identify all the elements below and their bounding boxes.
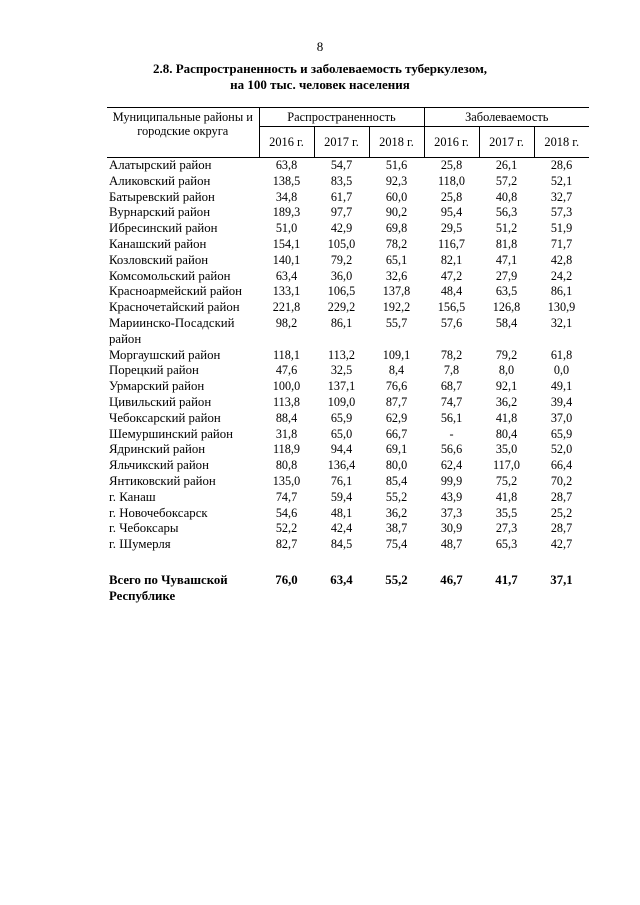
- cell-value: 63,4: [275, 268, 298, 283]
- cell-value: 48,4: [440, 284, 463, 299]
- cell-value: 51,0: [275, 221, 298, 236]
- table-row: [107, 427, 589, 443]
- cell-value: 118,0: [438, 173, 465, 188]
- cell-value: 85,4: [385, 473, 408, 488]
- year-header: 2017 г.: [479, 127, 534, 158]
- cell-value: 66,4: [550, 458, 573, 473]
- cell-value: 74,7: [275, 489, 298, 504]
- cell-value: 109,1: [382, 347, 411, 362]
- cell-value: 113,2: [328, 347, 355, 362]
- cell-value: 90,2: [385, 205, 408, 220]
- title-line-2: на 100 тыс. человек населения: [230, 77, 410, 92]
- cell-value: 65,1: [385, 252, 408, 267]
- cell-value: 117,0: [493, 458, 520, 473]
- cell-value: 26,1: [495, 158, 518, 172]
- cell-value: 97,7: [330, 205, 353, 220]
- cell-value: 42,9: [330, 221, 353, 236]
- tuberculosis-table: [107, 107, 589, 605]
- cell-value: 8,0: [498, 363, 515, 378]
- table-row: [107, 474, 589, 490]
- table-row: [107, 221, 589, 237]
- cell-value: 118,9: [273, 442, 300, 457]
- spacer-row: [107, 553, 589, 573]
- total-value: 41,7: [495, 572, 518, 587]
- group-header-prevalence: Распространенность: [259, 108, 424, 127]
- cell-value: 56,6: [440, 442, 463, 457]
- year-header: 2018 г.: [369, 127, 424, 158]
- cell-value: 47,2: [440, 268, 463, 283]
- cell-value: 51,6: [385, 158, 408, 172]
- row-name: Порецкий район: [109, 363, 199, 378]
- cell-value: 88,4: [275, 410, 298, 425]
- cell-value: 65,3: [495, 537, 518, 552]
- cell-value: 61,7: [330, 189, 353, 204]
- cell-value: 57,6: [440, 315, 463, 330]
- table-row: [107, 158, 589, 174]
- cell-value: 76,1: [330, 473, 353, 488]
- row-name: г. Шумерля: [109, 537, 171, 552]
- cell-value: 32,1: [550, 315, 573, 330]
- row-name: Яльчикский район: [109, 458, 209, 473]
- cell-value: 62,9: [385, 410, 408, 425]
- cell-value: 25,8: [440, 189, 463, 204]
- cell-value: 86,1: [330, 315, 353, 330]
- cell-value: 95,4: [440, 205, 463, 220]
- total-value: 63,4: [330, 572, 353, 587]
- table-row: [107, 521, 589, 537]
- cell-value: 30,9: [440, 521, 463, 536]
- cell-value: 40,8: [495, 189, 518, 204]
- row-name: Цивильский район: [109, 394, 212, 409]
- row-name: Моргаушский район: [109, 347, 221, 362]
- cell-value: 28,6: [550, 158, 573, 172]
- cell-value: 133,1: [272, 284, 301, 299]
- cell-value: 39,4: [550, 394, 573, 409]
- row-name: Красночетайский район: [109, 300, 240, 315]
- row-name: Комсомольский район: [109, 268, 231, 283]
- table-row: [107, 284, 589, 300]
- cell-value: 25,2: [550, 505, 573, 520]
- cell-value: 69,1: [385, 442, 408, 457]
- cell-value: 98,2: [275, 315, 298, 330]
- cell-value: 56,1: [440, 410, 463, 425]
- cell-value: 116,7: [438, 236, 465, 251]
- table-row: [107, 269, 589, 285]
- cell-value: -: [449, 426, 454, 441]
- cell-value: 62,4: [440, 458, 463, 473]
- cell-value: 27,9: [495, 268, 518, 283]
- row-name: г. Чебоксары: [109, 521, 179, 536]
- cell-value: 42,4: [330, 521, 353, 536]
- year-header: 2016 г.: [259, 127, 314, 158]
- table-row: [107, 190, 589, 206]
- cell-value: 38,7: [385, 521, 408, 536]
- row-name: Чебоксарский район: [109, 410, 221, 425]
- table-row: [107, 458, 589, 474]
- total-row: [107, 573, 589, 605]
- cell-value: 60,0: [385, 189, 408, 204]
- total-value: 55,2: [385, 572, 408, 587]
- cell-value: 94,4: [330, 442, 353, 457]
- table-row: [107, 537, 589, 553]
- row-name: Аликовский район: [109, 173, 211, 188]
- cell-value: 24,2: [550, 268, 573, 283]
- year-header: 2018 г.: [534, 127, 589, 158]
- cell-value: 137,8: [382, 284, 411, 299]
- total-value: 37,1: [550, 572, 573, 587]
- cell-value: 229,2: [327, 300, 356, 315]
- cell-value: 138,5: [272, 173, 301, 188]
- cell-value: 86,1: [550, 284, 573, 299]
- cell-value: 55,2: [385, 489, 408, 504]
- year-header: 2017 г.: [314, 127, 369, 158]
- cell-value: 65,9: [550, 426, 573, 441]
- cell-value: 35,5: [495, 505, 518, 520]
- cell-value: 57,2: [495, 173, 518, 188]
- page-number: 8: [316, 39, 324, 54]
- cell-value: 32,5: [330, 363, 353, 378]
- table-row: [107, 506, 589, 522]
- cell-value: 42,7: [550, 537, 573, 552]
- cell-value: 55,7: [385, 315, 408, 330]
- cell-value: 82,7: [275, 537, 298, 552]
- cell-value: 105,0: [327, 236, 356, 251]
- row-name: Ибресинский район: [109, 221, 218, 236]
- cell-value: 68,7: [440, 379, 463, 394]
- row-name: Красноармейский район: [109, 284, 243, 299]
- cell-value: 154,1: [272, 236, 301, 251]
- total-value: 76,0: [275, 572, 298, 587]
- cell-value: 74,7: [440, 394, 463, 409]
- cell-value: 58,4: [495, 315, 518, 330]
- cell-value: 56,3: [495, 205, 518, 220]
- cell-value: 130,9: [547, 300, 576, 315]
- cell-value: 78,2: [385, 236, 408, 251]
- cell-value: 7,8: [443, 363, 460, 378]
- table-row: [107, 379, 589, 395]
- group-header-incidence: Заболеваемость: [424, 108, 589, 127]
- cell-value: 59,4: [330, 489, 353, 504]
- cell-value: 37,3: [440, 505, 463, 520]
- table-row: [107, 316, 589, 348]
- cell-value: 29,5: [440, 221, 463, 236]
- table-row: [107, 442, 589, 458]
- cell-value: 28,7: [550, 489, 573, 504]
- cell-value: 136,4: [327, 458, 356, 473]
- cell-value: 36,2: [495, 394, 518, 409]
- cell-value: 28,7: [550, 521, 573, 536]
- cell-value: 100,0: [272, 379, 301, 394]
- cell-value: 36,0: [330, 268, 353, 283]
- cell-value: 135,0: [272, 473, 301, 488]
- cell-value: 51,9: [550, 221, 573, 236]
- cell-value: 54,6: [275, 505, 298, 520]
- cell-value: 69,8: [385, 221, 408, 236]
- cell-value: 63,8: [275, 158, 298, 172]
- cell-value: 66,7: [385, 426, 408, 441]
- cell-value: 47,1: [495, 252, 518, 267]
- cell-value: 37,0: [550, 410, 573, 425]
- cell-value: 48,7: [440, 537, 463, 552]
- cell-value: 47,6: [275, 363, 298, 378]
- cell-value: 27,3: [495, 521, 518, 536]
- cell-value: 79,2: [495, 347, 518, 362]
- cell-value: 106,5: [327, 284, 356, 299]
- row-name: Урмарский район: [109, 379, 205, 394]
- cell-value: 113,8: [273, 394, 300, 409]
- cell-value: 57,3: [550, 205, 573, 220]
- row-name: Шемуршинский район: [109, 426, 234, 441]
- column-header-municipality: Муниципальные районы и городские округа: [107, 108, 259, 158]
- cell-value: 75,4: [385, 537, 408, 552]
- cell-value: 65,9: [330, 410, 353, 425]
- cell-value: 221,8: [272, 300, 301, 315]
- table-row: [107, 237, 589, 253]
- row-name: Ядринский район: [109, 442, 206, 457]
- cell-value: 41,8: [495, 410, 518, 425]
- cell-value: 156,5: [437, 300, 466, 315]
- row-name: Янтиковский район: [109, 473, 216, 488]
- total-value: 46,7: [440, 572, 463, 587]
- cell-value: 51,2: [495, 221, 518, 236]
- row-name: Мариинско-Посадский район: [109, 315, 235, 346]
- cell-value: 109,0: [327, 394, 356, 409]
- cell-value: 76,6: [385, 379, 408, 394]
- cell-value: 92,1: [495, 379, 518, 394]
- cell-value: 80,0: [385, 458, 408, 473]
- cell-value: 81,8: [495, 236, 518, 251]
- table-row: [107, 174, 589, 190]
- cell-value: 84,5: [330, 537, 353, 552]
- row-name: г. Новочебоксарск: [109, 505, 208, 520]
- row-name: Вурнарский район: [109, 205, 211, 220]
- cell-value: 31,8: [275, 426, 298, 441]
- title-line-1: 2.8. Распространенность и заболеваемость туберкулезом,: [152, 61, 488, 76]
- cell-value: 43,9: [440, 489, 463, 504]
- cell-value: 61,8: [550, 347, 573, 362]
- cell-value: 32,7: [550, 189, 573, 204]
- table-row: [107, 300, 589, 316]
- cell-value: 82,1: [440, 252, 463, 267]
- cell-value: 140,1: [272, 252, 301, 267]
- cell-value: 48,1: [330, 505, 353, 520]
- cell-value: 78,2: [440, 347, 463, 362]
- table-title: [0, 61, 640, 93]
- cell-value: 52,0: [550, 442, 573, 457]
- cell-value: 49,1: [550, 379, 573, 394]
- table-row: [107, 411, 589, 427]
- cell-value: 63,5: [495, 284, 518, 299]
- cell-value: 65,0: [330, 426, 353, 441]
- cell-value: 52,1: [550, 173, 573, 188]
- total-name: Всего по Чувашской Республике: [109, 572, 228, 603]
- table-row: [107, 490, 589, 506]
- cell-value: 118,1: [273, 347, 300, 362]
- row-name: Батыревский район: [109, 189, 215, 204]
- cell-value: 189,3: [272, 205, 301, 220]
- cell-value: 80,4: [495, 426, 518, 441]
- cell-value: 192,2: [382, 300, 411, 315]
- cell-value: 0,0: [553, 363, 570, 378]
- row-name: Алатырский район: [109, 158, 212, 172]
- cell-value: 79,2: [330, 252, 353, 267]
- cell-value: 34,8: [275, 189, 298, 204]
- cell-value: 70,2: [550, 473, 573, 488]
- row-name: Канашский район: [109, 236, 207, 251]
- cell-value: 41,8: [495, 489, 518, 504]
- cell-value: 42,8: [550, 252, 573, 267]
- cell-value: 75,2: [495, 473, 518, 488]
- cell-value: 83,5: [330, 173, 353, 188]
- year-header: 2016 г.: [424, 127, 479, 158]
- cell-value: 36,2: [385, 505, 408, 520]
- cell-value: 92,3: [385, 173, 408, 188]
- table-row: [107, 205, 589, 221]
- cell-value: 32,6: [385, 268, 408, 283]
- table-row: [107, 348, 589, 364]
- cell-value: 54,7: [330, 158, 353, 172]
- cell-value: 87,7: [385, 394, 408, 409]
- cell-value: 52,2: [275, 521, 298, 536]
- table-row: [107, 395, 589, 411]
- cell-value: 71,7: [550, 236, 573, 251]
- cell-value: 25,8: [440, 158, 463, 172]
- cell-value: 35,0: [495, 442, 518, 457]
- cell-value: 8,4: [388, 363, 405, 378]
- cell-value: 137,1: [327, 379, 356, 394]
- row-name: Козловский район: [109, 252, 209, 267]
- row-name: г. Канаш: [109, 489, 156, 504]
- cell-value: 99,9: [440, 473, 463, 488]
- cell-value: 80,8: [275, 458, 298, 473]
- table-row: [107, 363, 589, 379]
- table-row: [107, 253, 589, 269]
- cell-value: 126,8: [492, 300, 521, 315]
